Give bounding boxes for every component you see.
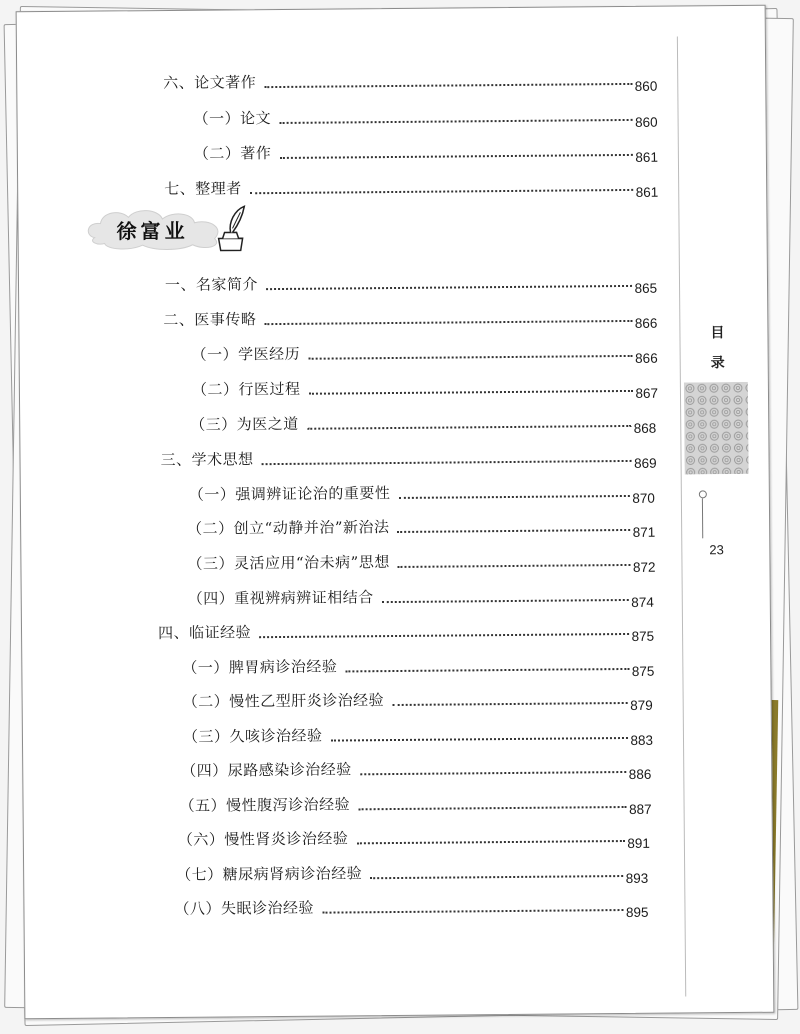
toc-entry-page: 891 (627, 835, 650, 851)
toc-entry-page: 875 (631, 663, 655, 679)
page-marker-dot (699, 490, 707, 498)
toc-entry[interactable] (164, 169, 658, 199)
leader-dots (398, 529, 631, 533)
toc-entry[interactable] (189, 475, 655, 505)
toc-entry-label: 七、整理者 (164, 179, 242, 199)
leader-dots (264, 83, 632, 88)
toc-entry-page: 868 (633, 420, 657, 436)
toc-entry[interactable] (163, 300, 657, 330)
cloud-pattern-block (684, 382, 749, 475)
toc-entry-page: 870 (632, 490, 655, 506)
toc-entry-page: 872 (632, 559, 656, 575)
leader-dots (360, 771, 627, 775)
toc-entry[interactable] (193, 99, 657, 129)
toc-entry-page: 883 (630, 732, 654, 748)
leader-dots (308, 355, 633, 360)
leader-dots (250, 189, 634, 194)
toc-entry-label: （一）学医经历 (191, 344, 301, 364)
toc-entry-label: 一、名家简介 (164, 275, 259, 294)
section-title: 徐富业 (116, 218, 189, 244)
toc-entry-label: （二）慢性乙型肝炎诊治经验 (182, 691, 385, 711)
side-label-char: 录 (710, 355, 725, 372)
toc-entry[interactable] (160, 440, 656, 470)
toc-entry-label: 三、学术思想 (160, 450, 254, 470)
toc-entry-label: 四、临证经验 (157, 623, 252, 643)
toc-entry-page: 893 (625, 870, 649, 887)
toc-entry-label: （三）灵活应用“治未病”思想 (187, 553, 390, 573)
toc-entry-label: （八）失眠诊治经验 (174, 898, 315, 918)
toc-entry[interactable] (191, 335, 657, 365)
page-marker-line (702, 498, 703, 538)
toc-entry-label: （一）强调辨证论治的重要性 (188, 484, 391, 504)
leader-dots (279, 154, 633, 159)
toc-entry[interactable] (158, 613, 654, 643)
toc-entry-page: 860 (634, 78, 658, 94)
side-label-char: 目 (710, 325, 725, 342)
leader-dots (279, 119, 633, 124)
toc-entry-page: 866 (635, 350, 658, 366)
toc-entry[interactable] (174, 889, 648, 919)
toc-entry-label: （七）糖尿病肾病诊治经验 (176, 864, 363, 884)
leader-dots (358, 806, 627, 810)
toc-entry-page: 865 (634, 280, 658, 296)
leader-dots (345, 668, 629, 672)
toc-entry[interactable] (194, 134, 658, 164)
side-label (707, 318, 728, 378)
toc-entry[interactable] (188, 579, 654, 609)
toc-entry-label: （四）重视辨病辨证相结合 (187, 588, 374, 608)
leader-dots (398, 564, 631, 568)
toc-entry[interactable] (163, 63, 657, 93)
section-header (84, 206, 254, 257)
leader-dots (322, 909, 624, 914)
toc-entry[interactable] (176, 855, 648, 885)
toc-entry-label: （一）论文 (193, 109, 272, 128)
toc-entry[interactable] (183, 717, 653, 747)
toc-entry-page: 861 (635, 184, 659, 200)
toc-entry-label: （四）尿路感染诊治经验 (181, 760, 352, 780)
toc-entry-label: 二、医事传略 (163, 310, 257, 330)
toc-entry-page: 895 (625, 904, 649, 920)
quill-inkpot-icon (210, 204, 250, 254)
leader-dots (356, 840, 625, 844)
toc-entry[interactable] (183, 682, 653, 712)
leader-dots (264, 320, 632, 325)
toc-entry-page: 866 (634, 315, 658, 331)
toc-page (16, 5, 775, 1020)
toc-entry-page: 860 (635, 114, 658, 130)
toc-entry[interactable] (178, 820, 650, 850)
toc-entry-label: （三）为医之道 (190, 414, 299, 434)
toc-entry-page: 879 (630, 697, 653, 713)
toc-entry[interactable] (165, 265, 657, 295)
toc-entry[interactable] (182, 648, 654, 678)
toc-entry-page: 871 (632, 524, 656, 540)
leader-dots (308, 390, 633, 395)
leader-dots (370, 875, 623, 879)
toc-entry-label: （六）慢性肾炎诊治经验 (177, 829, 349, 849)
toc-entry-page: 874 (631, 594, 654, 610)
toc-entry-label: （三）久咳诊治经验 (182, 726, 323, 746)
leader-dots (398, 495, 630, 499)
toc-entry[interactable] (190, 405, 656, 435)
toc-entry[interactable] (192, 370, 658, 400)
toc-entry[interactable] (181, 751, 651, 781)
leader-dots (382, 599, 629, 603)
toc-entry-page: 869 (633, 455, 657, 471)
leader-dots (262, 460, 632, 465)
toc-entry[interactable] (179, 786, 651, 816)
toc-entry-label: 六、论文著作 (163, 73, 257, 93)
leader-dots (392, 702, 628, 706)
toc-entry-page: 867 (635, 385, 659, 401)
leader-dots (307, 425, 632, 430)
toc-entry-label: （二）行医过程 (191, 379, 301, 399)
toc-entry-label: （二）创立“动静并治”新治法 (187, 518, 390, 538)
toc-entry-label: （二）著作 (193, 144, 272, 163)
toc-entry-page: 861 (635, 149, 658, 165)
toc-entry-label: （一）脾胃病诊治经验 (182, 657, 338, 677)
toc-entry[interactable] (187, 544, 655, 574)
toc-entry-page: 886 (628, 766, 652, 782)
toc-entry[interactable] (187, 509, 655, 539)
page-number: 23 (709, 542, 724, 558)
toc-entry-label: （五）慢性腹泻诊治经验 (179, 795, 351, 815)
leader-dots (259, 633, 629, 638)
toc-entry-page: 875 (631, 628, 655, 644)
margin-rule (677, 37, 686, 997)
leader-dots (330, 737, 628, 742)
toc-entry-page: 887 (629, 801, 652, 817)
leader-dots (266, 285, 632, 290)
